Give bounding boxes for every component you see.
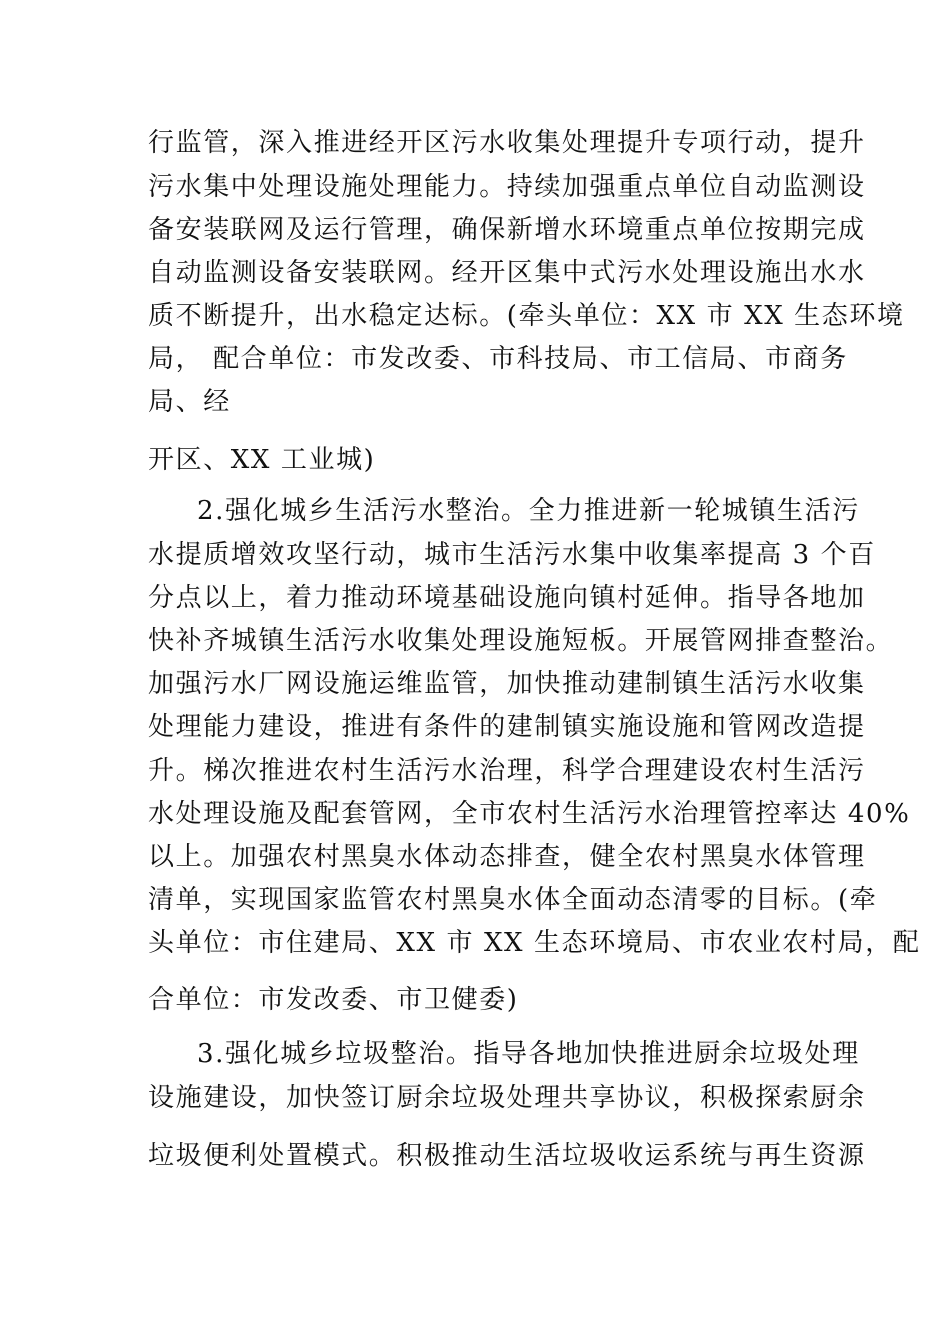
text-line: 以上。加强农村黑臭水体动态排查，健全农村黑臭水体管理 <box>148 842 866 872</box>
text-line: 清单，实现国家监管农村黑臭水体全面动态清零的目标。(牵 <box>148 885 878 915</box>
text-line: 开区、XX 工业城) <box>148 445 376 475</box>
text-line: 水处理设施及配套管网，全市农村生活污水治理管控率达 40% <box>148 799 911 829</box>
text-line: 分点以上，着力推动环境基础设施向镇村延伸。指导各地加 <box>148 583 866 613</box>
text-line: 垃圾便利处置模式。积极推动生活垃圾收运系统与再生资源 <box>148 1141 866 1171</box>
text-line: 质不断提升，出水稳定达标。(牵头单位：XX 市 XX 生态环境 <box>148 301 905 331</box>
text-line: 污水集中处理设施处理能力。持续加强重点单位自动监测设 <box>148 172 866 202</box>
text-line: 备安装联网及运行管理，确保新增水环境重点单位按期完成 <box>148 215 866 245</box>
text-line: 自动监测设备安装联网。经开区集中式污水处理设施出水水 <box>148 258 866 288</box>
paragraph-start-line: 2.强化城乡生活污水整治。全力推进新一轮城镇生活污 <box>197 496 860 526</box>
text-line: 头单位：市住建局、XX 市 XX 生态环境局、市农业农村局，配 <box>148 928 921 958</box>
paragraph-start-line: 3.强化城乡垃圾整治。指导各地加快推进厨余垃圾处理 <box>197 1039 860 1069</box>
text-line: 设施建设，加快签订厨余垃圾处理共享协议，积极探索厨余 <box>148 1083 866 1113</box>
text-line: 合单位：市发改委、市卫健委) <box>148 985 519 1015</box>
text-line: 升。梯次推进农村生活污水治理，科学合理建设农村生活污 <box>148 756 866 786</box>
text-line: 水提质增效攻坚行动，城市生活污水集中收集率提高 3 个百 <box>148 540 876 570</box>
text-line: 局、经 <box>148 387 231 417</box>
text-line: 局， 配合单位：市发改委、市科技局、市工信局、市商务 <box>148 344 848 374</box>
text-line: 行监管，深入推进经开区污水收集处理提升专项行动，提升 <box>148 128 866 158</box>
text-line: 快补齐城镇生活污水收集处理设施短板。开展管网排查整治。 <box>148 626 894 656</box>
text-line: 加强污水厂网设施运维监管，加快推动建制镇生活污水收集 <box>148 669 866 699</box>
text-line: 处理能力建设，推进有条件的建制镇实施设施和管网改造提 <box>148 712 866 742</box>
